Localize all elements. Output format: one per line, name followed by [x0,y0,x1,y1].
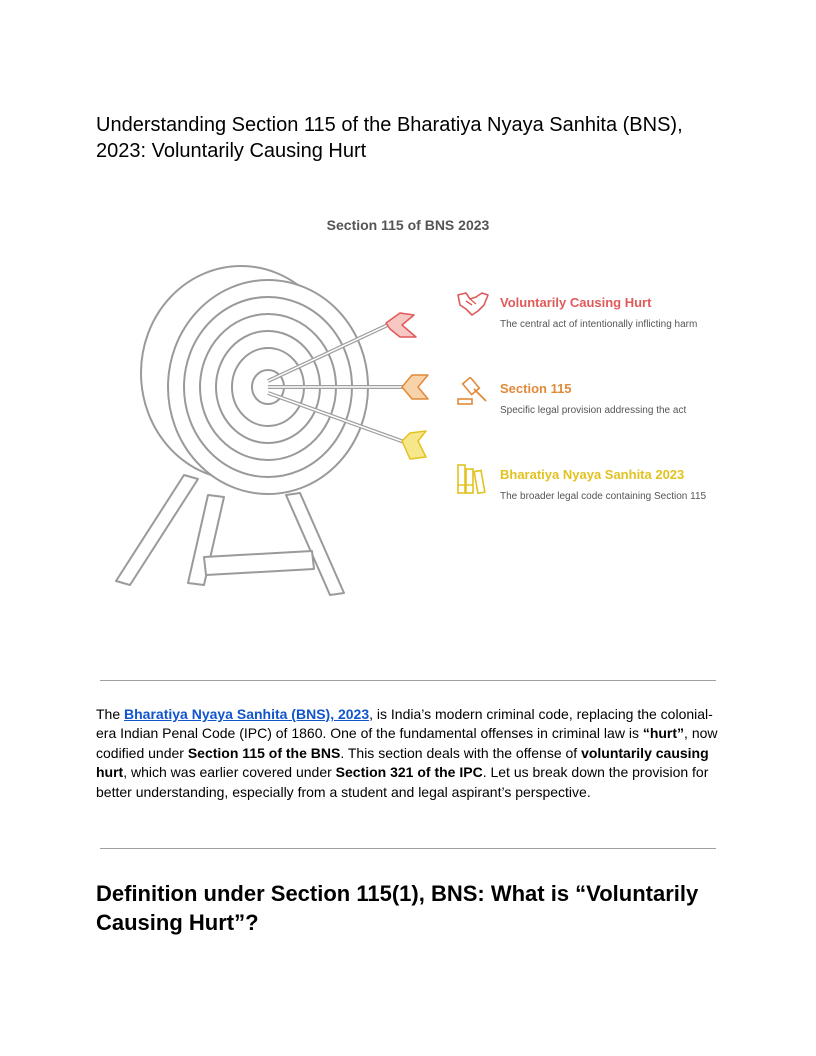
horizontal-rule [100,848,716,849]
figure-title: Section 115 of BNS 2023 [326,217,490,233]
legend-description: The central act of intentionally inflicting harm [500,319,698,330]
handshake-icon [456,291,490,317]
document-title: Understanding Section 115 of the Bharatiya Nyaya Sanhita (BNS), 2023: Voluntarily Causing Hurt [96,114,683,162]
bold-section-115: Section 115 of the BNS [187,744,341,761]
legend-description: The broader legal code containing Section 115 [500,491,707,502]
gavel-icon [456,377,490,407]
legend-description: Specific legal provision addressing the act [500,405,687,416]
arrow-2-fletching [402,375,428,399]
text-run: , which was earlier covered under [123,764,336,781]
legend-item-section-115 [500,381,710,417]
bold-section-321-ipc: Section 321 of the IPC [335,764,483,781]
stand-leg-left [116,475,198,585]
horizontal-rule [100,680,716,681]
bold-hurt: “hurt” [642,725,685,742]
legend-label: Section 115 [500,381,572,396]
stand-crossbar [204,551,314,575]
intro-paragraph [96,705,724,802]
legend-label: Voluntarily Causing Hurt [500,295,652,310]
legend-item-bns-2023 [500,467,710,503]
bns-link[interactable]: Bharatiya Nyaya Sanhita (BNS), 2023 [124,706,370,722]
stand-leg-right [286,493,344,595]
text-run: . Let us break down the provision for better understanding, especially from a student and legal aspirant’s perspective. [96,764,709,800]
arrow-1-fletching [386,313,416,337]
books-icon [456,463,490,497]
text-run: The [96,706,125,722]
infographic [96,205,720,625]
section-heading: Definition under Section 115(1), BNS: What is “Voluntarily Causing Hurt”? [96,881,699,935]
text-run: , is India’s modern criminal code, replacing the colonial-era Indian Penal Code (IPC) of 1860. One of the fundamental offenses in criminal law is [96,706,713,742]
text-run: . This section deals with the offense of [340,744,582,761]
legend-item-voluntarily-causing-hurt [500,295,710,331]
legend-label: Bharatiya Nyaya Sanhita 2023 [500,467,685,482]
arrow-3-fletching [402,431,426,459]
text-run: , now codified under [96,725,718,761]
bold-voluntarily-causing-hurt: voluntarily causing hurt [96,744,709,781]
